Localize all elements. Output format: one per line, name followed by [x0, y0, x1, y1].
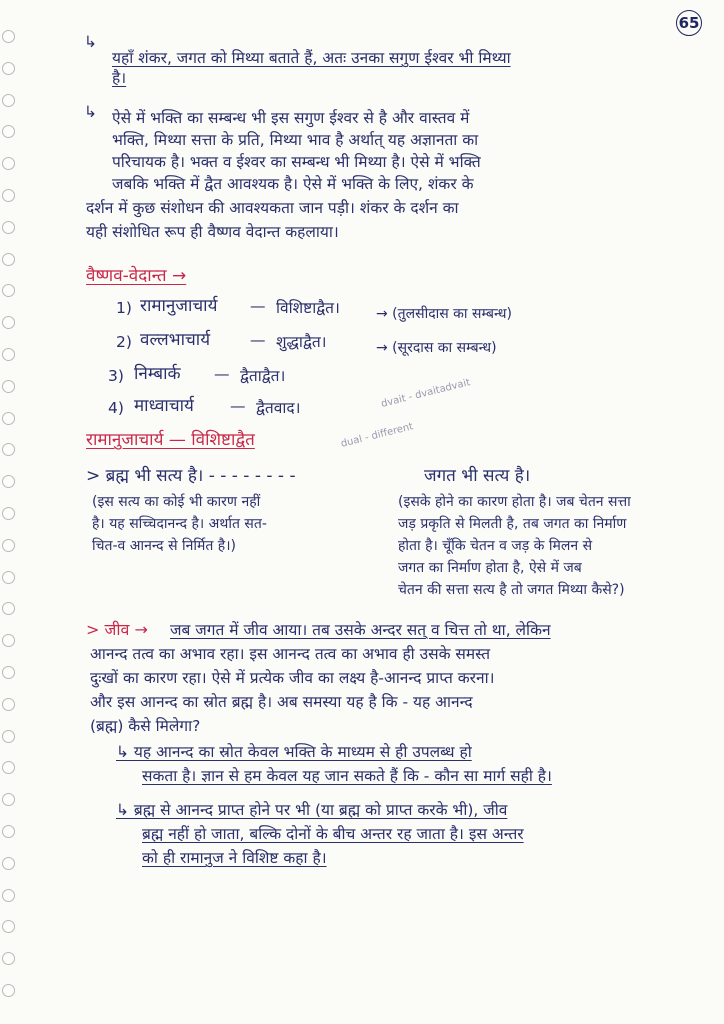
brahm-explanation-line: है। यह सच्चिदानन्द है। अर्थात सत- [92, 516, 267, 532]
binder-hole [2, 952, 15, 965]
brahm-explanation-line: चित-व आनन्द से निर्मित है।) [92, 538, 237, 554]
binder-hole [2, 62, 15, 75]
para2-line: परिचायक है। भक्त व ईश्वर का सम्बन्ध भी मिथ्या है। ऐसे में भक्ति [112, 153, 481, 171]
brahm-explanation-line: (इस सत्य का कोई भी कारण नहीं [92, 494, 261, 510]
list-item-num: 4) [108, 399, 124, 417]
sub-point-line: सकता है। ज्ञान से हम केवल यह जान सकते हैं कि - कौन सा मार्ग सही है। [142, 767, 552, 785]
jeev-line: और इस आनन्द का स्रोत ब्रह्म है। अब समस्या यह है कि - यह आनन्द [90, 693, 473, 711]
para1-line2: है। [112, 69, 127, 87]
binder-hole [2, 984, 15, 997]
binder-holes [2, 30, 20, 1020]
ramanuj-heading: रामानुजाचार्य — विशिष्टाद्वैत [86, 430, 255, 450]
binder-hole [2, 221, 15, 234]
binder-hole [2, 571, 15, 584]
list-item-name: वल्लभाचार्य [140, 330, 211, 350]
sub-point-line: ↳ ब्रह्म से आनन्द प्राप्त होने पर भी (या ब्रह्म को प्राप्त करके भी), जीव [116, 801, 508, 819]
list-item-num: 2) [116, 333, 132, 351]
sub-point-line: ↳ यह आनन्द का स्रोत केवल भक्ति के माध्यम से ही उपलब्ध हो [116, 743, 472, 761]
list-item-name: माध्वाचार्य [134, 396, 194, 416]
binder-hole [2, 316, 15, 329]
jeev-line: दुःखों का कारण रहा। ऐसे में प्रत्येक जीव का लक्ष्य है-आनन्द प्राप्त करना। [90, 669, 495, 687]
binder-hole [2, 857, 15, 870]
brahm-statement: > ब्रह्म भी सत्य है। - - - - - - - - [86, 466, 296, 486]
binder-hole [2, 666, 15, 679]
jeev-line: (ब्रह्म) कैसे मिलेगा? [90, 717, 201, 735]
jeev-label: > जीव → [86, 620, 148, 639]
list-item-note: → (सूरदास का सम्बन्ध) [376, 340, 497, 356]
list-item-school: द्वैताद्वैत। [240, 367, 286, 385]
list-item-school: विशिष्टाद्वैत। [276, 299, 340, 317]
jeev-line: जब जगत में जीव आया। तब उसके अन्दर सत् व चित्त तो था, लेकिन [170, 621, 551, 639]
binder-hole [2, 793, 15, 806]
binder-hole [2, 698, 15, 711]
binder-hole [2, 157, 15, 170]
jagat-explanation-line: जगत का निर्माण होता है, ऐसे में जब [398, 560, 582, 576]
para2-line: यही संशोधित रूप ही वैष्णव वेदान्त कहलाया। [86, 223, 339, 241]
binder-hole [2, 348, 15, 361]
list-item-num: 3) [108, 367, 124, 385]
list-item-dash: — [250, 331, 266, 349]
binder-hole [2, 284, 15, 297]
sub-point-line: को ही रामानुज ने विशिष्ट कहा है। [142, 849, 327, 867]
binder-hole [2, 539, 15, 552]
binder-hole [2, 602, 15, 615]
arrow-icon: ↳ [84, 33, 97, 51]
list-item-dash: — [230, 397, 246, 415]
list-item-school: शुद्धाद्वैत। [276, 333, 327, 351]
list-item-dash: — [250, 297, 266, 315]
pencil-note: dual - different [339, 421, 415, 450]
binder-hole [2, 634, 15, 647]
binder-hole [2, 94, 15, 107]
vaishnav-heading: वैष्णव-वेदान्त → [86, 266, 187, 286]
binder-hole [2, 189, 15, 202]
para2-line: ऐसे में भक्ति का सम्बन्ध भी इस सगुण ईश्वर से है और वास्तव में [112, 109, 470, 127]
binder-hole [2, 125, 15, 138]
binder-hole [2, 730, 15, 743]
binder-hole [2, 825, 15, 838]
list-item-name: रामानुजाचार्य [140, 296, 218, 316]
list-item-name: निम्बार्क [134, 364, 181, 384]
binder-hole [2, 889, 15, 902]
jeev-line: आनन्द तत्व का अभाव रहा। इस आनन्द तत्व का अभाव ही उसके समस्त [90, 645, 491, 663]
binder-hole [2, 253, 15, 266]
binder-hole [2, 920, 15, 933]
jagat-explanation-line: जड़ प्रकृति से मिलती है, तब जगत का निर्माण [398, 516, 627, 532]
list-item-num: 1) [116, 299, 132, 317]
page-number: 65 [676, 10, 702, 36]
jagat-explanation-line: (इसके होने का कारण होता है। जब चेतन सत्ता [398, 494, 631, 510]
para2-line: जबकि भक्ति में द्वैत आवश्यक है। ऐसे में भक्ति के लिए, शंकर के [112, 175, 474, 193]
para2-line: भक्ति, मिथ्या सत्ता के प्रति, मिथ्या भाव है अर्थात् यह अज्ञानता का [112, 131, 479, 149]
sub-point-line: ब्रह्म नहीं हो जाता, बल्कि दोनों के बीच अन्तर रह जाता है। इस अन्तर [142, 825, 524, 843]
list-item-dash: — [214, 365, 230, 383]
jagat-explanation-line: चेतन की सत्ता सत्य है तो जगत मिथ्या कैसे?) [398, 582, 625, 598]
list-item-school: द्वैतवाद। [256, 399, 301, 417]
binder-hole [2, 507, 15, 520]
binder-hole [2, 412, 15, 425]
pencil-note: dvait - dvaitadvait [380, 377, 472, 410]
binder-hole [2, 30, 15, 43]
para1-line1: यहाँ शंकर, जगत को मिथ्या बताते हैं, अतः उनका सगुण ईश्वर भी मिथ्या [112, 49, 511, 67]
jagat-statement: जगत भी सत्य है। [424, 466, 531, 486]
binder-hole [2, 761, 15, 774]
binder-hole [2, 443, 15, 456]
para2-line: दर्शन में कुछ संशोधन की आवश्यकता जान पड़ी। शंकर के दर्शन का [86, 199, 459, 217]
list-item-note: → (तुलसीदास का सम्बन्ध) [376, 306, 512, 322]
jagat-explanation-line: होता है। चूँकि चेतन व जड़ के मिलन से [398, 538, 593, 554]
arrow-icon: ↳ [84, 103, 97, 121]
binder-hole [2, 475, 15, 488]
binder-hole [2, 380, 15, 393]
